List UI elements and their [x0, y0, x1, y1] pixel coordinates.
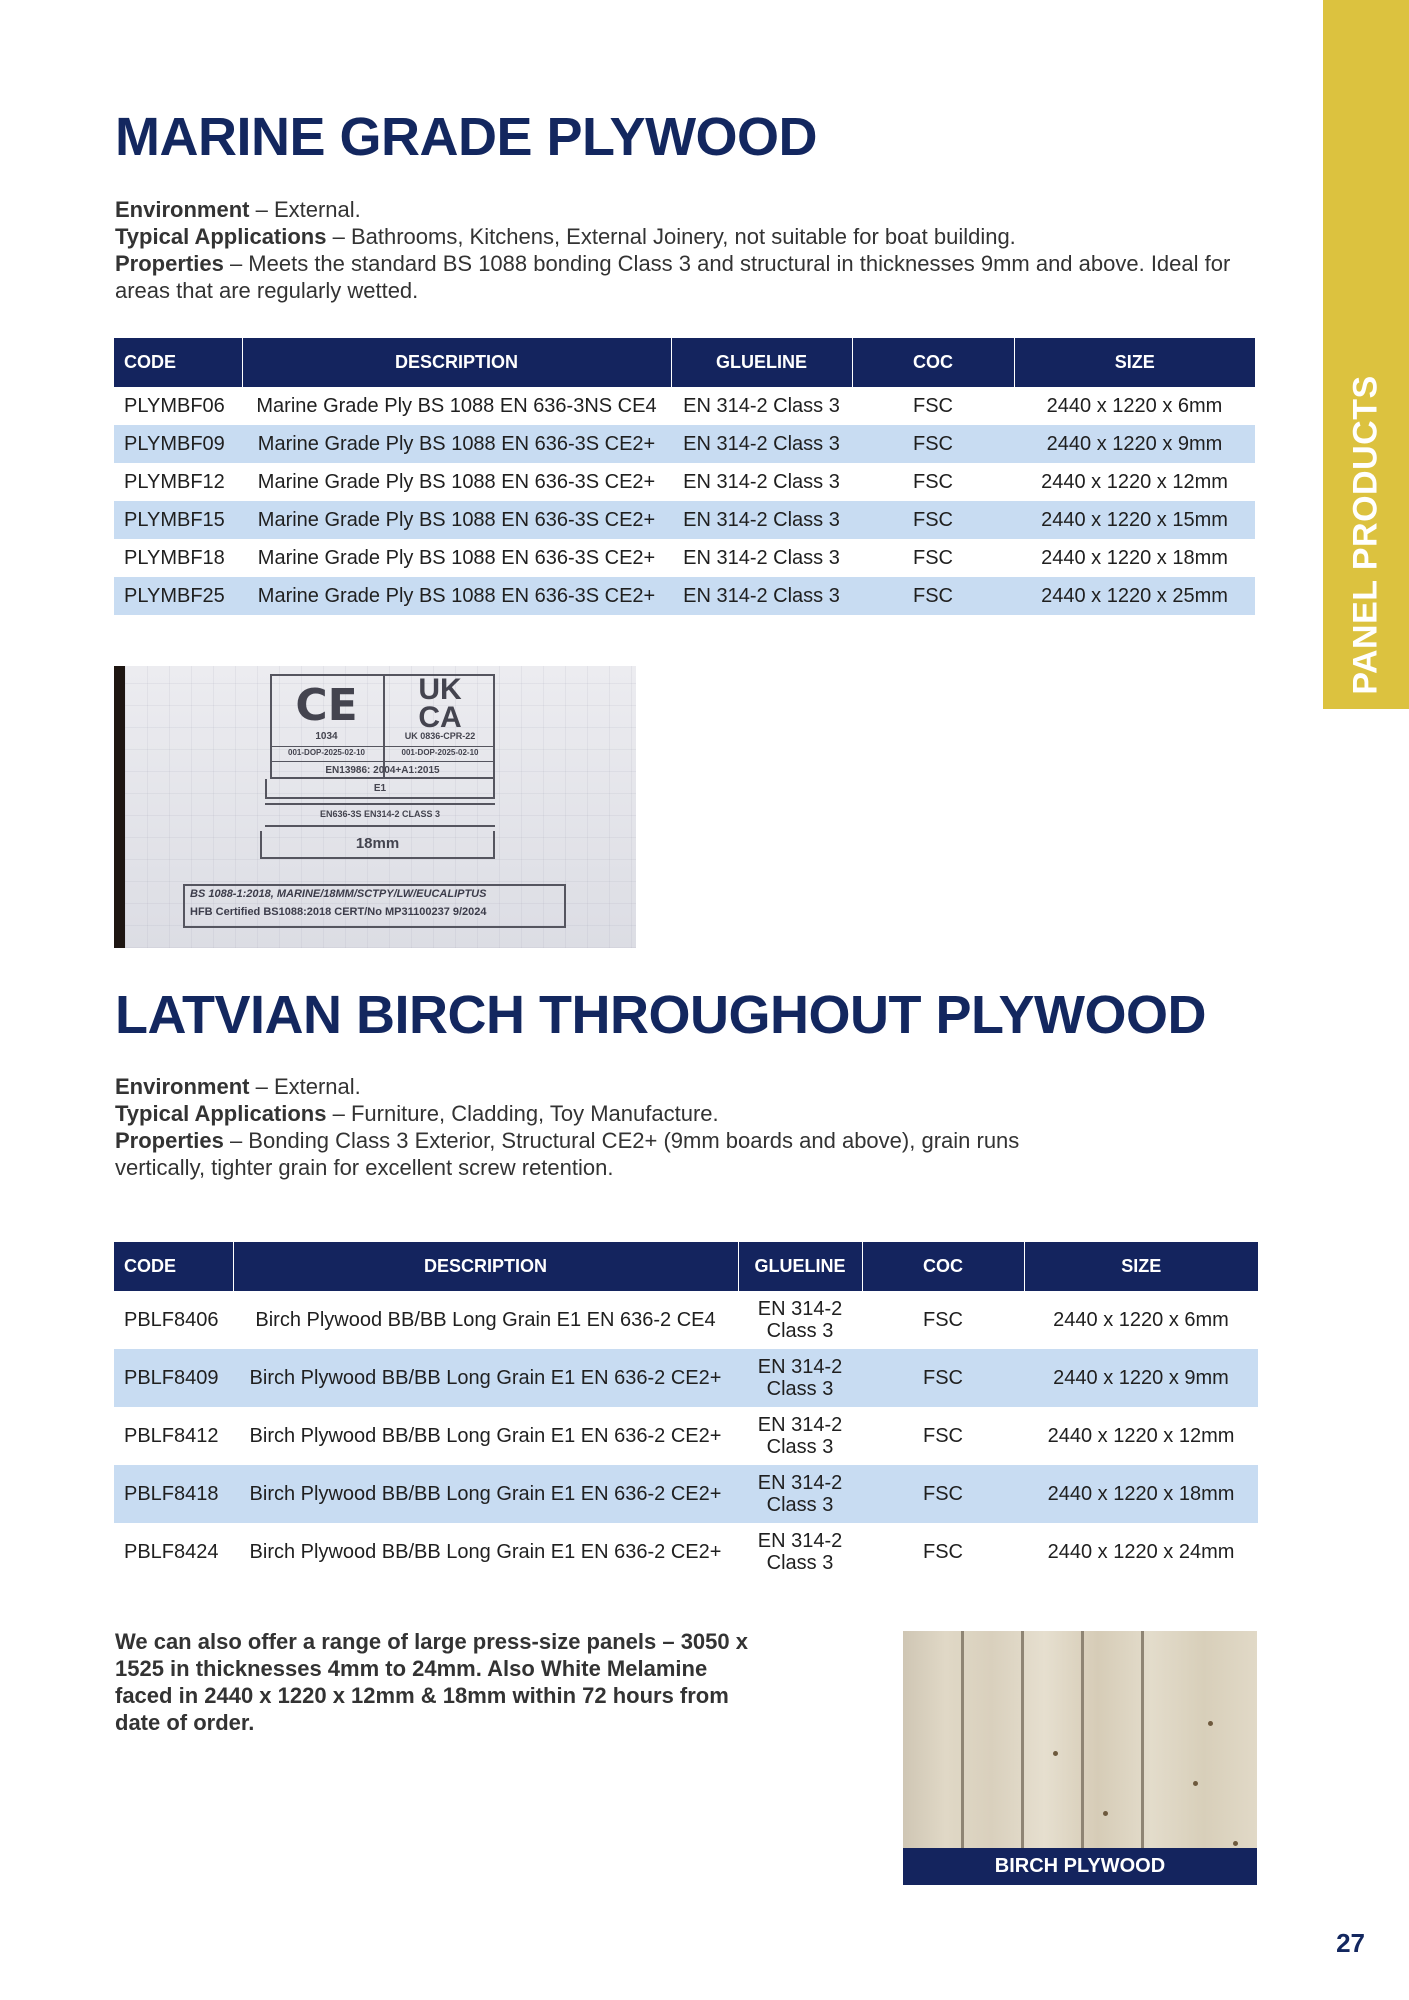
cell-code: PLYMBF15 [114, 501, 242, 539]
cell-glueline: EN 314-2 Class 3 [671, 425, 852, 463]
bs-stamp-line-2: HFB Certified BS1088:2018 CERT/No MP31100237 9/2024 [190, 906, 487, 918]
certification-stamp-photo [114, 666, 636, 948]
ukca-mark: UK CA [418, 673, 462, 734]
cell-description: Birch Plywood BB/BB Long Grain E1 EN 636-2 CE2+ [233, 1465, 738, 1523]
cell-glueline: EN 314-2 Class 3 [683, 394, 840, 417]
birch-spec-properties: Properties – Bonding Class 3 Exterior, Structural CE2+ (9mm boards and above), grain runs vertically, tighter grain for excellent screw retention. [115, 1128, 1020, 1180]
cell-coc: FSC [923, 1541, 963, 1563]
cell-code: PBLF8424 [124, 1541, 219, 1563]
plank-seam [1021, 1631, 1024, 1884]
plank-seam [961, 1631, 964, 1884]
cell-code: PBLF8418 [114, 1465, 233, 1523]
table-row [114, 1407, 1258, 1465]
wood-knot [1053, 1751, 1058, 1756]
cell-glueline: EN 314-2 Class 3 [757, 1414, 843, 1458]
plywood-sheet [125, 666, 636, 948]
plank-seam [1141, 1631, 1144, 1884]
dop-uk: 001-DOP-2025-02-10 [401, 748, 479, 757]
table-row [114, 425, 1255, 463]
header-glueline: GLUELINE [738, 1242, 862, 1291]
glue-class: EN636-3S EN314-2 CLASS 3 [319, 809, 441, 819]
cell-code: PBLF8412 [124, 1425, 219, 1447]
wood-knot [1233, 1841, 1238, 1846]
header-description: DESCRIPTION [233, 1242, 738, 1291]
cell-glueline: EN 314-2 Class 3 [671, 501, 852, 539]
cell-coc: FSC [852, 425, 1014, 463]
cell-size: 2440 x 1220 x 15mm [1014, 501, 1255, 539]
standard-line: EN13986: 2004+A1:2015 [325, 765, 440, 776]
cell-glueline: EN 314-2 Class 3 [757, 1298, 843, 1342]
table-row [114, 1291, 1258, 1349]
header-coc: COC [862, 1242, 1024, 1291]
cell-coc: FSC [913, 546, 953, 569]
cell-coc: FSC [852, 577, 1014, 615]
header-description: DESCRIPTION [242, 338, 671, 387]
marine-title: MARINE GRADE PLYWOOD [115, 107, 818, 167]
cell-glueline: EN 314-2 Class 3 [757, 1530, 843, 1574]
table-header-row [114, 338, 1255, 387]
birch-photo-caption: BIRCH PLYWOOD [903, 1848, 1257, 1885]
cell-size: 2440 x 1220 x 9mm [1024, 1349, 1258, 1407]
header-glueline: GLUELINE [671, 338, 852, 387]
marine-spec-properties: Properties – Meets the standard BS 1088 bonding Class 3 and structural in thicknesses 9mm and above. Ideal for areas that are regularly wetted. [115, 251, 1231, 303]
ce-number: 1034 [315, 731, 338, 742]
table-row [114, 387, 1255, 425]
cell-description: Marine Grade Ply BS 1088 EN 636-3NS CE4 [256, 394, 657, 417]
header-coc: COC [852, 338, 1014, 387]
cell-coc: FSC [852, 501, 1014, 539]
table-row [114, 463, 1255, 501]
cell-code: PLYMBF06 [124, 394, 225, 417]
wood-knot [1208, 1721, 1213, 1726]
cell-size: 2440 x 1220 x 25mm [1014, 577, 1255, 615]
cell-coc: FSC [923, 1309, 963, 1331]
cell-description: Marine Grade Ply BS 1088 EN 636-3S CE2+ [242, 577, 671, 615]
cell-code: PLYMBF25 [114, 577, 242, 615]
table-row [114, 577, 1255, 615]
table-row [114, 539, 1255, 577]
cell-size: 2440 x 1220 x 18mm [1041, 546, 1228, 569]
thickness-value: 18mm [355, 835, 400, 852]
header-size: SIZE [1014, 338, 1255, 387]
cell-glueline: EN 314-2 Class 3 [683, 470, 840, 493]
birch-spec-environment: Environment – External. [115, 1074, 361, 1099]
cell-description: Birch Plywood BB/BB Long Grain E1 EN 636-2 CE4 [255, 1309, 716, 1331]
ce-mark: CE [295, 680, 358, 731]
cell-description: Marine Grade Ply BS 1088 EN 636-3S CE2+ [242, 501, 671, 539]
birch-product-table [114, 1242, 1258, 1581]
plank-seam [1081, 1631, 1084, 1884]
cell-size: 2440 x 1220 x 24mm [1047, 1541, 1235, 1563]
cell-description: Birch Plywood BB/BB Long Grain E1 EN 636-2 CE2+ [249, 1541, 722, 1563]
page-number: 27 [1336, 1928, 1365, 1958]
birch-title: LATVIAN BIRCH THROUGHOUT PLYWOOD [115, 985, 1206, 1045]
cell-glueline: EN 314-2 Class 3 [738, 1349, 862, 1407]
marine-spec-applications: Typical Applications – Bathrooms, Kitchens, External Joinery, not suitable for boat building. [115, 224, 1016, 249]
table-row [114, 1349, 1258, 1407]
cell-code: PBLF8406 [124, 1309, 219, 1331]
table-row [114, 501, 1255, 539]
birch-specs [115, 1073, 1095, 1181]
cell-glueline: EN 314-2 Class 3 [683, 546, 840, 569]
marine-product-table [114, 338, 1255, 615]
table-row [114, 1523, 1258, 1581]
uk-number: UK 0836-CPR-22 [404, 731, 476, 741]
header-size: SIZE [1024, 1242, 1258, 1291]
cell-glueline: EN 314-2 Class 3 [738, 1465, 862, 1523]
cell-coc: FSC [913, 394, 953, 417]
birch-spec-applications: Typical Applications – Furniture, Cladding, Toy Manufacture. [115, 1101, 719, 1126]
cell-description: Marine Grade Ply BS 1088 EN 636-3S CE2+ [257, 546, 656, 569]
cell-code: PLYMBF09 [114, 425, 242, 463]
wood-knot [1103, 1811, 1108, 1816]
header-code: CODE [114, 338, 242, 387]
cell-size: 2440 x 1220 x 12mm [1047, 1425, 1235, 1447]
cell-description: Birch Plywood BB/BB Long Grain E1 EN 636-2 CE2+ [249, 1425, 722, 1447]
cell-description: Marine Grade Ply BS 1088 EN 636-3S CE2+ [257, 470, 656, 493]
marine-specs [115, 196, 1250, 304]
cell-glueline: EN 314-2 Class 3 [671, 577, 852, 615]
side-tab-label: PANEL PRODUCTS [1346, 375, 1385, 695]
marine-spec-environment: Environment – External. [115, 197, 361, 222]
cell-coc: FSC [862, 1465, 1024, 1523]
header-code: CODE [114, 1242, 233, 1291]
cell-code: PBLF8409 [114, 1349, 233, 1407]
cell-size: 2440 x 1220 x 6mm [1046, 394, 1223, 417]
wood-knot [1193, 1781, 1198, 1786]
cell-code: PLYMBF12 [124, 470, 225, 493]
cell-coc: FSC [923, 1425, 963, 1447]
cell-size: 2440 x 1220 x 18mm [1024, 1465, 1258, 1523]
cell-size: 2440 x 1220 x 6mm [1053, 1309, 1229, 1331]
cell-size: 2440 x 1220 x 9mm [1014, 425, 1255, 463]
cell-description: Marine Grade Ply BS 1088 EN 636-3S CE2+ [242, 425, 671, 463]
table-header-row [114, 1242, 1258, 1291]
cell-size: 2440 x 1220 x 12mm [1041, 470, 1228, 493]
cell-coc: FSC [862, 1349, 1024, 1407]
cell-code: PLYMBF18 [124, 546, 225, 569]
birch-plywood-photo [903, 1631, 1257, 1884]
emission-class: E1 [373, 783, 387, 794]
table-row [114, 1465, 1258, 1523]
cell-coc: FSC [913, 470, 953, 493]
bs-stamp-line-1: BS 1088-1:2018, MARINE/18MM/SCTPY/LW/EUCALIPTUS [190, 888, 487, 900]
cell-description: Birch Plywood BB/BB Long Grain E1 EN 636-2 CE2+ [233, 1349, 738, 1407]
press-size-note: We can also offer a range of large press-size panels – 3050 x 1525 in thicknesses 4mm to 24mm. Also White Melamine faced in 2440 x 1220 x 12mm & 18mm within 72 hours from date of order. [115, 1629, 748, 1735]
dop-ce: 001-DOP-2025-02-10 [288, 748, 365, 757]
